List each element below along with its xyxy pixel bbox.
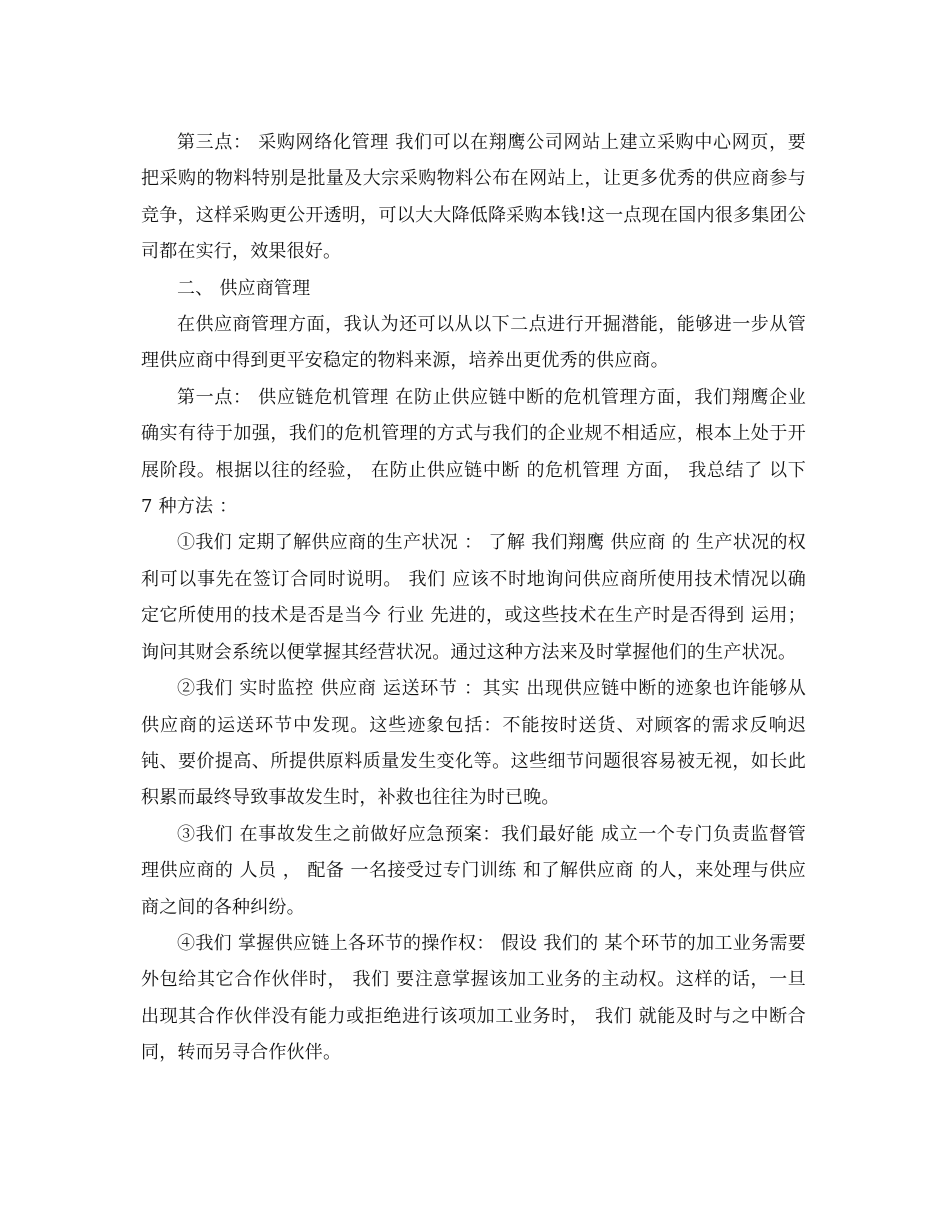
paragraph-method-1: ①我们 定期了解供应商的生产状况 ： 了解 我们翔鹰 供应商 的 生产状况的权利可以事先在签订合同时说明。 我们 应该不时地询问供应商所使用技术情况以确定它所使用的技术是否是当今 行业 先进的，或这些技术在生产时是否得到 运用；询问其财会系统以便掌握其经营状况。通过这种方法来及时掌握他们的生产状况。 [141,532,806,663]
paragraph-point-one: 第一点： 供应链危机管理 在防止供应链中断的危机管理方面，我们翔鹰企业确实有待于加强，我们的危机管理的方式与我们的企业规不相适应，根本上处于开展阶段。根据以往的经验， 在防止供应链中断 的危机管理 方面， 我总结了 以下 7 种方法 ： [141,386,806,518]
section-heading-supplier-management: 二、 供应商管理 [177,277,311,299]
paragraph-point-three: 第三点： 采购网络化管理 我们可以在翔鹰公司网站上建立采购中心网页，要把采购的物料特别是批量及大宗采购物料公布在网站上，让更多优秀的供应商参与竞争，这样采购更公开透明，可以大大降低降采购本钱!这一点现在国内很多集团公司都在实行，效果很好。 [141,132,806,263]
paragraph-method-4: ④我们 掌握供应链上各环节的操作权： 假设 我们的 某个环节的加工业务需要外包给其它合作伙伴时， 我们 要注意掌握该加工业务的主动权。这样的话，一旦出现其合作伙伴没有能力或拒绝进行该项加工业务时， 我们 就能及时与之中断合同，转而另寻合作伙伴。 [141,932,806,1064]
paragraph-method-2: ②我们 实时监控 供应商 运送环节 ：其实 出现供应链中断的迹象也许能够从供应商的运送环节中发现。这些迹象包括：不能按时送货、对顾客的需求反响迟钝、要价提高、所提供原料质量发生变化等。这些细节问题很容易被无视，如长此积累而最终导致事故发生时，补救也往往为时已晚。 [141,678,806,809]
document-body [141,125,806,1072]
paragraph-supplier-intro: 在供应商管理方面，我认为还可以从以下二点进行开掘潜能，能够进一步从管理供应商中得到更平安稳定的物料来源，培养出更优秀的供应商。 [141,314,806,372]
paragraph-method-3: ③我们 在事故发生之前做好应急预案：我们最好能 成立一个专门负责监督管理供应商的 人员 ， 配备 一名接受过专门训练 和了解供应商 的人，来处理与供应商之间的各种纠纷。 [141,823,806,918]
